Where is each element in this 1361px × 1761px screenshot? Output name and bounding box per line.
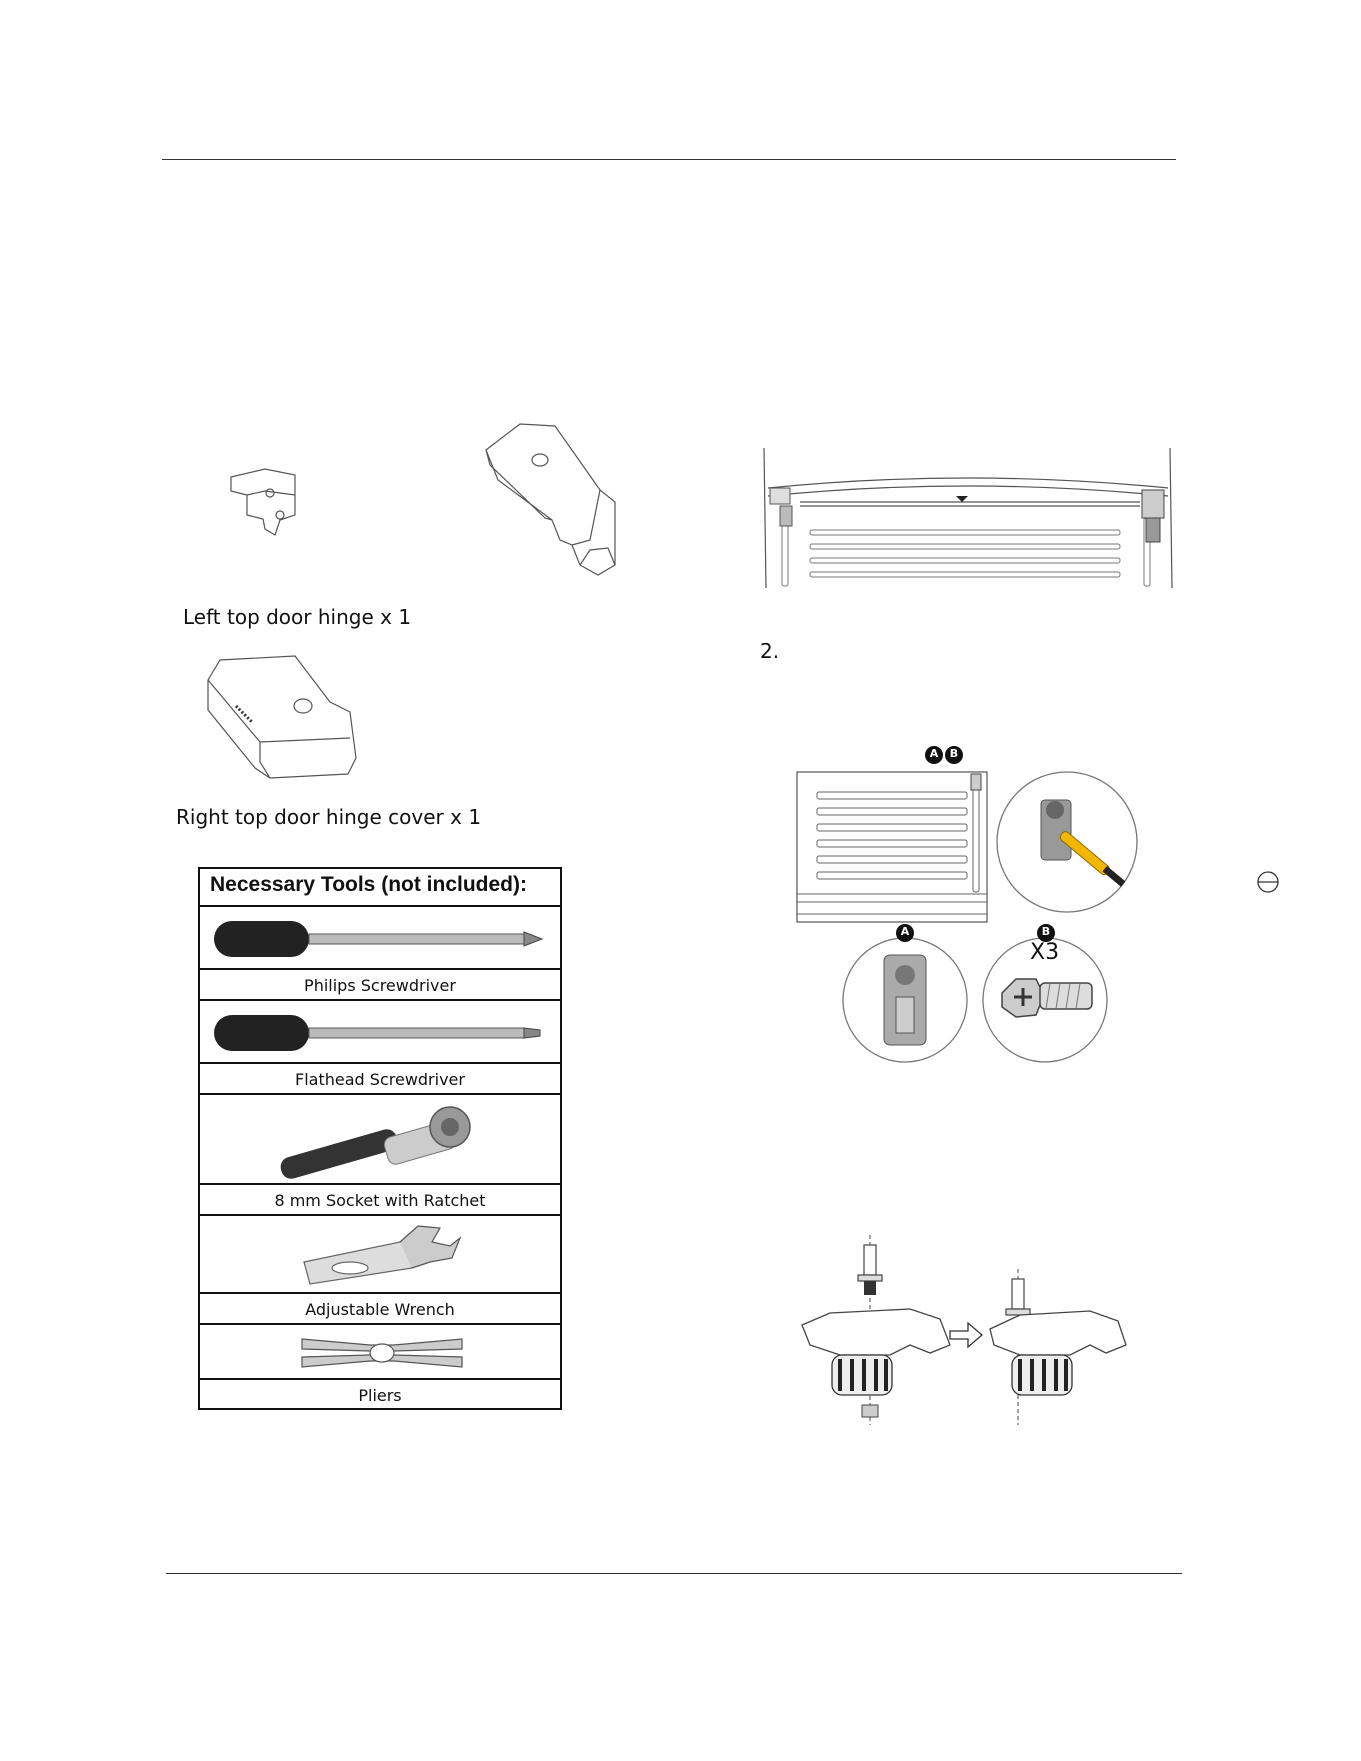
tool-picture-row [200,907,560,970]
tool-picture-row [200,1001,560,1064]
tool-name-row [200,1185,560,1216]
magnified-hinge-detail [995,770,1140,915]
tool-name: Philips Screwdriver [304,976,456,995]
left-hinge-label: Left top door hinge x 1 [183,605,412,629]
fridge-panel-drawing [795,770,990,925]
tool-picture-row [200,1325,560,1380]
callout-b-letter: B [1041,925,1051,938]
tool-name: Pliers [358,1386,402,1405]
screw-quantity: X3 [1030,940,1060,965]
tool-name-row [200,1380,560,1410]
margin-marker-icon [1256,870,1280,894]
tools-table [198,867,562,1410]
tool-name-row [200,1294,560,1325]
right-hinge-cover-drawing [200,650,365,780]
tools-heading-row [200,869,560,907]
top-hinge-cover-drawing [480,420,630,580]
callout-b-letter: B [949,747,959,760]
tool-picture-row [200,1216,560,1294]
tool-picture-row [200,1095,560,1185]
left-hinge-drawing [225,465,335,540]
callout-a-letter: A [900,925,910,938]
footer-rule [166,1573,1182,1574]
right-cover-label: Right top door hinge cover x 1 [176,805,482,829]
tool-name-row [200,970,560,1001]
tool-name: Flathead Screwdriver [295,1070,465,1089]
tool-name: Adjustable Wrench [305,1300,455,1319]
step-number: 2. [760,639,780,663]
callout-a-letter: A [929,747,939,760]
step2-illustration [790,745,1140,1075]
flathead-screwdriver-icon [214,1011,544,1055]
hinge-pin-swap-drawing [800,1235,1130,1425]
socket-ratchet-icon [275,1103,485,1179]
callout-a-detail-circle [840,935,970,1065]
adjustable-wrench-icon [300,1222,470,1288]
pliers-icon [300,1331,464,1375]
phillips-screwdriver-icon [214,917,544,961]
header-rule [162,159,1176,160]
tool-name-row [200,1064,560,1095]
fridge-top-view-drawing [760,448,1175,588]
tools-heading: Necessary Tools (not included): [210,873,527,896]
tool-name: 8 mm Socket with Ratchet [274,1191,486,1210]
